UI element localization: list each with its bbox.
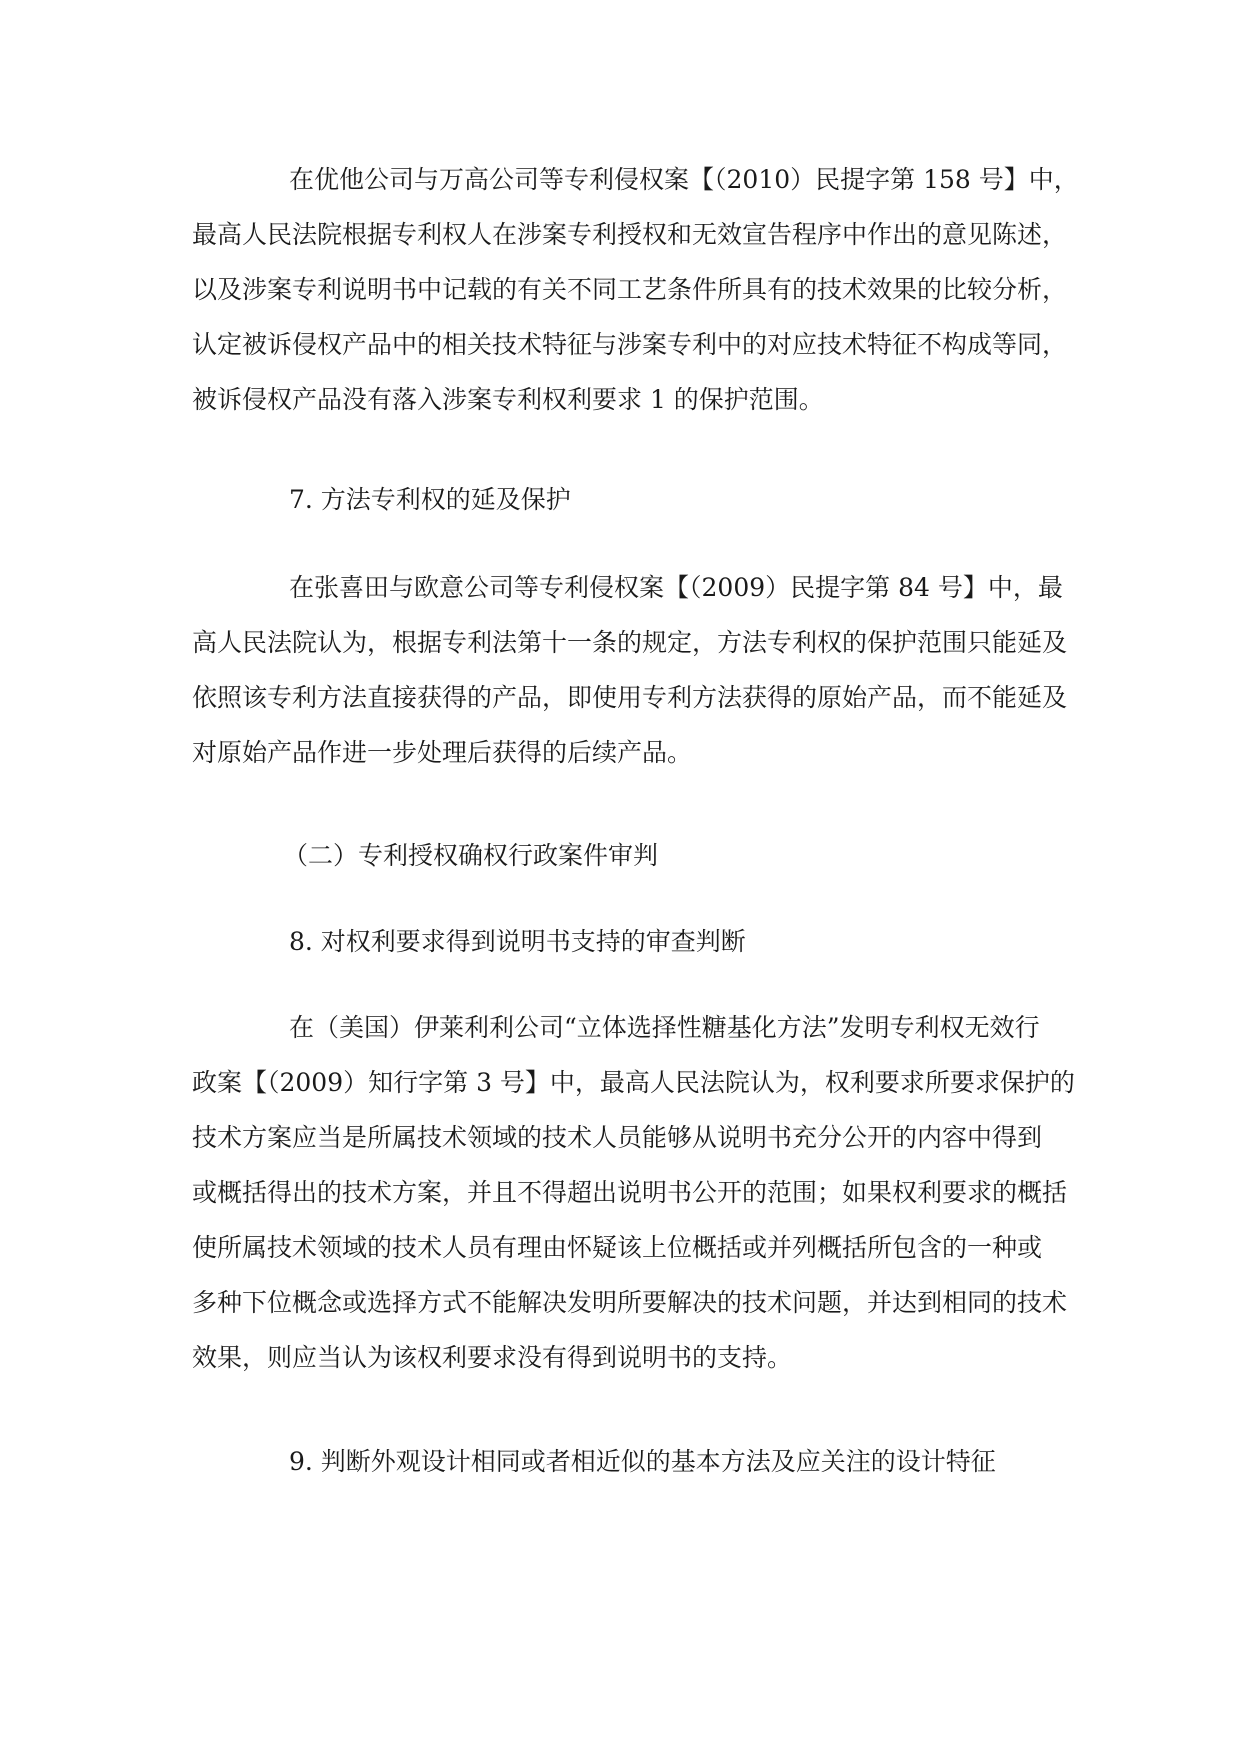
- paragraph-line: 对原始产品作进一步处理后获得的后续产品。: [192, 738, 693, 767]
- paragraph-line: 在（美国）伊莱利利公司“立体选择性糖基化方法”发明专利权无效行: [289, 1013, 1040, 1042]
- paragraph-line: 认定被诉侵权产品中的相关技术特征与涉案专利中的对应技术特征不构成等同，: [192, 330, 1068, 359]
- paragraph-line: 依照该专利方法直接获得的产品，即使用专利方法获得的原始产品，而不能延及: [192, 683, 1068, 712]
- paragraph-line: 效果，则应当认为该权利要求没有得到说明书的支持。: [192, 1343, 793, 1372]
- section-heading: （二）专利授权确权行政案件审判: [283, 841, 659, 870]
- section-heading: 7. 方法专利权的延及保护: [289, 485, 571, 514]
- paragraph-line: 政案【（2009）知行字第 3 号】中，最高人民法院认为，权利要求所要求保护的: [192, 1068, 1075, 1097]
- paragraph-line: 在优他公司与万高公司等专利侵权案【（2010）民提字第 158 号】中，: [289, 165, 1079, 194]
- section-heading: 8. 对权利要求得到说明书支持的审查判断: [289, 927, 746, 956]
- paragraph-line: 以及涉案专利说明书中记载的有关不同工艺条件所具有的技术效果的比较分析，: [192, 275, 1068, 304]
- paragraph-line: 最高人民法院根据专利权人在涉案专利授权和无效宣告程序中作出的意见陈述，: [192, 220, 1068, 249]
- paragraph-line: 在张喜田与欧意公司等专利侵权案【（2009）民提字第 84 号】中，最: [289, 573, 1063, 602]
- paragraph-line: 技术方案应当是所属技术领域的技术人员能够从说明书充分公开的内容中得到: [192, 1123, 1043, 1152]
- paragraph-line: 使所属技术领域的技术人员有理由怀疑该上位概括或并列概括所包含的一种或: [192, 1233, 1043, 1262]
- paragraph-line: 被诉侵权产品没有落入涉案专利权利要求 1 的保护范围。: [192, 385, 824, 414]
- section-heading: 9. 判断外观设计相同或者相近似的基本方法及应关注的设计特征: [289, 1447, 996, 1476]
- paragraph-line: 高人民法院认为，根据专利法第十一条的规定，方法专利权的保护范围只能延及: [192, 628, 1068, 657]
- paragraph-line: 或概括得出的技术方案，并且不得超出说明书公开的范围；如果权利要求的概括: [192, 1178, 1068, 1207]
- paragraph-line: 多种下位概念或选择方式不能解决发明所要解决的技术问题，并达到相同的技术: [192, 1288, 1068, 1317]
